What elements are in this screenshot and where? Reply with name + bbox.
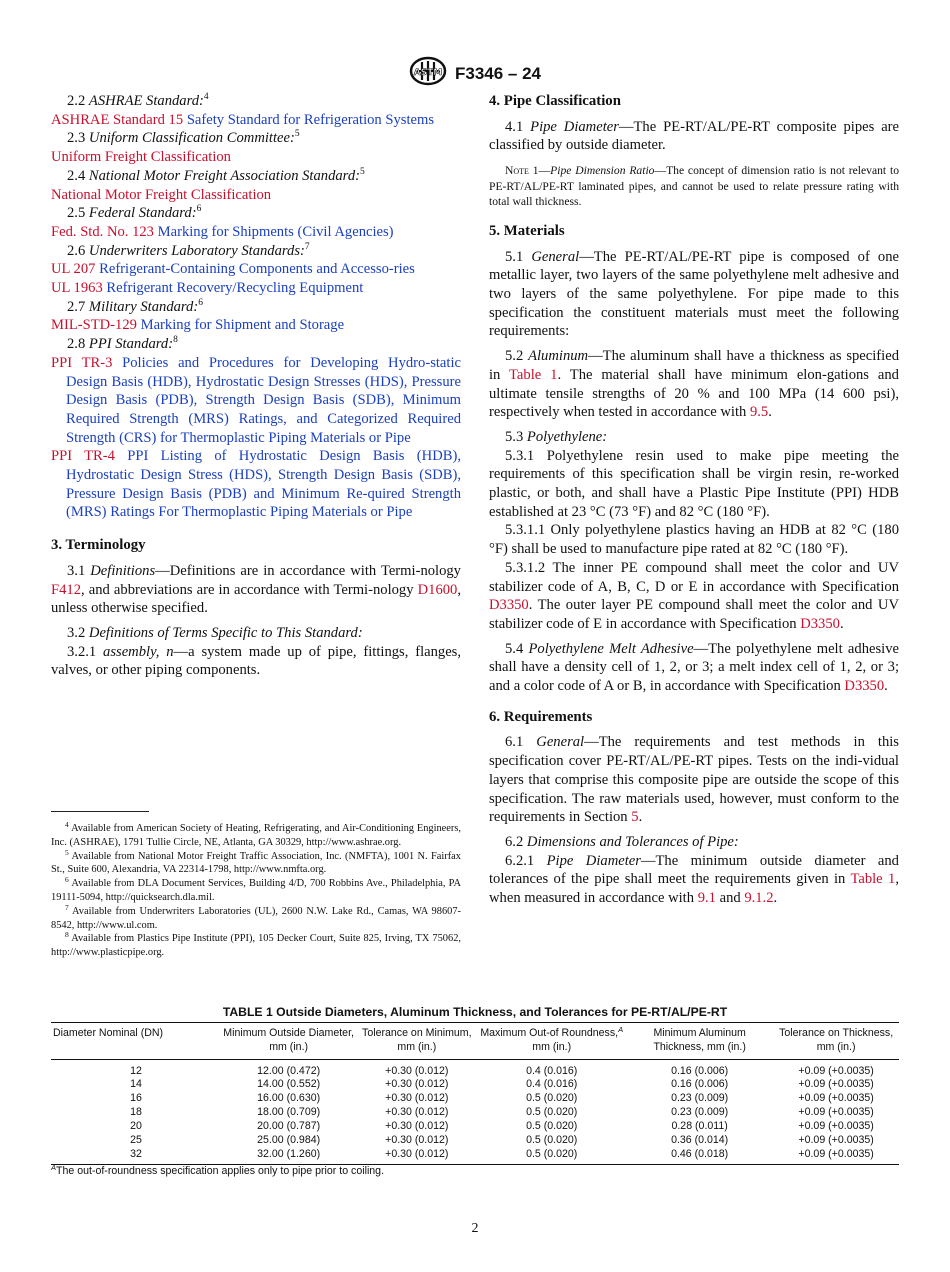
table-cell: 16.00 (0.630) — [257, 1092, 321, 1105]
footnote-6: $^6$ Available from DLA Document Services, Building 4/D, 700 Robbins Ave., Philadelphia, PA 19111-5094, http://quicksearch.dla.mil. — [51, 875, 461, 903]
ref-tr4-code[interactable]: PPI TR-4 — [51, 448, 115, 465]
ref-ul-207 — [51, 260, 461, 279]
table-cell: 0.16 (0.006) — [671, 1078, 729, 1091]
svg-text:ASTM: ASTM — [413, 68, 443, 78]
section-6-1: 6.1 General—The requirements and test methods in this specification cover PE-RT/AL/PE-RT pipes. Tests on the indi-vidual layers that comprise this composite pipe are outside the scope of this specification. The raw materials used, however, must conform to the requirements in Section 5. — [489, 734, 899, 826]
ref-nmfc-link[interactable]: National Motor Freight Classification — [51, 186, 272, 203]
ref-9-1-2[interactable]: 9.1.2 — [744, 890, 774, 907]
table-cell: 25.00 (0.984) — [257, 1134, 321, 1147]
section-5-3-1-1: 5.3.1.1 Only polyethylene plastics having an HDB at 82 °C (180 °F) shall be used to manufacture pipe rated at 82 °C (180 °F). — [489, 522, 899, 558]
table-header-tol-min: Tolerance on Minimum, mm (in.) — [356, 1023, 477, 1060]
ref-9-1[interactable]: 9.1 — [697, 890, 716, 907]
section-3-2: 3.2 Definitions of Terms Specific to This Standard: — [67, 624, 363, 641]
table-cell: +0.30 (0.012) — [385, 1120, 449, 1133]
table-cell: 0.5 (0.020) — [526, 1092, 578, 1105]
table-cell: 12.00 (0.472) — [257, 1064, 321, 1077]
table-body — [51, 1059, 899, 1165]
ref-fed-std-123 — [51, 223, 461, 242]
table-cell: 0.46 (0.018) — [626, 1148, 773, 1164]
ref-tr3-title[interactable]: Policies and Procedures for Developing Hydro-static Design Basis (HDB), Hydrostatic Design Stresses (HDS), Pressure Design Basis (PDB), Strength Design Basis (SDB), Minimum Required Strength (MRS) Ratings, and Categorized Required Strength (CRS) for Thermoplastic Piping Materials or Pipe — [66, 354, 461, 446]
page-header — [0, 56, 950, 91]
table-cell: 18.00 (0.709) — [257, 1106, 321, 1119]
table-cell: +0.30 (0.012) — [385, 1064, 449, 1077]
table-cell: 0.36 (0.014) — [671, 1134, 729, 1147]
section-3-2-1: 3.2.1 assembly, n—a system made up of pipe, fittings, flanges, valves, or other piping components. — [51, 643, 461, 679]
table-1-footnote: $^A$The out-of-roundness specification applies only to pipe prior to coiling. — [51, 1163, 385, 1177]
ref-d1600[interactable]: D1600 — [417, 581, 458, 598]
ref-mil-title[interactable]: Marking for Shipment and Storage — [140, 317, 345, 334]
footnote-4: $^4$ Available from American Society of Heating, Refrigerating, and Air-Conditioning Engineers, Inc. (ASHRAE), 1791 Tullie Circle, NE, Atlanta, GA 30329, http://www.ashrae.org. — [51, 820, 461, 848]
table-row — [51, 1092, 899, 1106]
ref-ul-1963 — [51, 279, 461, 298]
table-cell: 32.00 (1.260) — [221, 1148, 356, 1164]
section-2-8: 2.8 PPI Standard:$^8$ — [67, 335, 178, 353]
section-4-1: 4.1 Pipe Diameter—The PE-RT/AL/PE-RT composite pipes are classified by outside diameter. — [489, 118, 900, 154]
section-5-heading: 5. Materials — [489, 222, 565, 239]
section-3-1: 3.1 Definitions—Definitions are in accordance with Termi-nology F412, and abbreviations are in accordance with Termi-nology D1600, unless otherwise specified. — [51, 562, 461, 617]
table-cell: +0.30 (0.012) — [356, 1148, 477, 1164]
table-row — [51, 1134, 899, 1148]
section-5-4: 5.4 Polyethylene Melt Adhesive—The polyethylene melt adhesive shall have a density cell of 1, 2, or 3; a melt index cell of 1, 2, or 3; and a color code of A or B, in accordance with Specification D3350. — [489, 640, 899, 695]
footnote-divider — [51, 811, 149, 812]
table-cell: +0.30 (0.012) — [385, 1078, 449, 1091]
section-2-5: 2.5 Federal Standard:$^6$ — [67, 204, 202, 222]
ref-mil-std-129 — [51, 316, 461, 335]
footnote-7: $^7$ Available from Underwriters Laboratories (UL), 2600 N.W. Lake Rd., Camas, WA 98607-8542, http://www.ul.com. — [51, 902, 461, 931]
table-row — [51, 1078, 899, 1092]
table-row — [51, 1120, 899, 1134]
table-header-out-of-round: Maximum Out-of Roundness,$^A$ mm (in.) — [477, 1023, 626, 1060]
astm-logo-icon — [409, 56, 447, 91]
table-header-min-al: Minimum Aluminum Thickness, mm (in.) — [626, 1023, 773, 1060]
section-6-2-1: 6.2.1 Pipe Diameter—The minimum outside diameter and tolerances of the pipe shall meet the requirements given in Table 1, when measured in accordance with 9.1 and 9.1.2. — [489, 852, 899, 907]
ref-f412[interactable]: F412 — [51, 581, 82, 598]
table-cell: 0.5 (0.020) — [526, 1134, 578, 1147]
table-cell: 18 — [130, 1106, 142, 1119]
standard-designation: F3346 – 24 — [454, 63, 541, 83]
table-cell: 0.4 (0.016) — [526, 1064, 578, 1077]
ref-d3350-a[interactable]: D3350 — [489, 597, 529, 614]
table-header-row — [51, 1023, 899, 1060]
table-row — [51, 1059, 899, 1078]
ref-ufc — [51, 148, 461, 167]
section-4-heading: 4. Pipe Classification — [489, 93, 621, 109]
ref-nmfc — [51, 186, 461, 205]
table-cell: 0.28 (0.011) — [671, 1120, 728, 1133]
table-cell: +0.09 (+0.0035) — [773, 1148, 899, 1164]
ref-ufc-link[interactable]: Uniform Freight Classification — [51, 149, 231, 166]
footnote-5: $^5$ Available from National Motor Freight Traffic Association, Inc. (NMFTA), 1001 N. Fairfax St., Suite 600, Alexandria, VA 22314-1798, http://www.nmfta.org. — [51, 847, 461, 876]
table-cell: 25 — [130, 1134, 142, 1147]
ref-section-5[interactable]: 5 — [631, 809, 639, 826]
table-1-title: TABLE 1 Outside Diameters, Aluminum Thickness, and Tolerances for PE-RT/AL/PE-RT — [222, 1005, 728, 1019]
table-cell: +0.30 (0.012) — [385, 1092, 449, 1105]
ref-ul1963-code[interactable]: UL 1963 — [51, 280, 103, 297]
section-2-2: 2.2 ASHRAE Standard:$^4$ — [67, 92, 209, 109]
table-cell: +0.09 (+0.0035) — [798, 1092, 874, 1105]
ref-ashrae-15-title[interactable]: Safety Standard for Refrigeration Systems — [186, 111, 435, 128]
footnote-8: $^8$ Available from Plastics Pipe Institute (PPI), 105 Decker Court, Suite 825, Irving, TX 75062, http://www.plasticpipe.org. — [51, 930, 461, 959]
table-header-tol-thk: Tolerance on Thickness, mm (in.) — [773, 1023, 899, 1060]
note-1: Note 1—Pipe Dimension Ratio—The concept of dimension ratio is not relevant to PE-RT/AL/PE-RT laminated pipes, and cannot be used to relate pressure rating with total wall thickness. — [489, 164, 900, 209]
section-2-7: 2.7 Military Standard:$^6$ — [67, 297, 203, 315]
section-6-heading: 6. Requirements — [489, 708, 593, 725]
section-5-2: 5.2 Aluminum—The aluminum shall have a thickness as specified in Table 1. The material shall have minimum elon-gations and ultimate tensile strengths of 20 % and 100 MPa (14 600 psi), respectively when tested in accordance with 9.5. — [489, 348, 899, 421]
section-2-6: 2.6 Underwriters Laboratory Standards:$^7$ — [67, 241, 310, 259]
section-5-3-1-2: 5.3.1.2 The inner PE compound shall meet the color and UV stabilizer code of A, B, C, D or E in accordance with Specification D3350. The outer layer PE compound shall meet the color and UV stabilizer code of E in accordance with Specification D3350. — [489, 559, 899, 632]
table-cell: 20 — [130, 1120, 142, 1133]
ref-tr3-code[interactable]: PPI TR-3 — [51, 354, 113, 371]
section-5-3: 5.3 Polyethylene: — [505, 428, 608, 445]
table-cell: 0.5 (0.020) — [526, 1120, 578, 1133]
ref-9-5[interactable]: 9.5 — [749, 404, 769, 421]
table-cell: 0.16 (0.006) — [671, 1064, 729, 1077]
left-column — [51, 92, 461, 680]
table-cell: 14 — [130, 1078, 142, 1091]
section-5-3-1: 5.3.1 Polyethylene resin used to make pipe meeting the requirements of this specification shall be virgin resin, re-worked plastic, or both, and shall have a Plastic Pipe Institute (PPI) HDB established at 23 °C (73 °F) and 82 °C (180 °F). — [489, 447, 899, 520]
table-cell: 20.00 (0.787) — [257, 1120, 321, 1133]
page-number: 2 — [471, 1221, 479, 1236]
section-3-heading: 3. Terminology — [51, 537, 146, 554]
table-cell: +0.09 (+0.0035) — [798, 1078, 874, 1091]
table-row — [51, 1148, 899, 1164]
table-header-dn: Diameter Nominal (DN) — [51, 1023, 221, 1060]
table-cell: 16 — [130, 1092, 142, 1105]
table-cell: +0.30 (0.012) — [385, 1106, 449, 1119]
table-1 — [51, 1022, 899, 1165]
table-cell: 14.00 (0.552) — [257, 1078, 321, 1091]
section-2-4: 2.4 National Motor Freight Association Standard:$^5$ — [67, 166, 365, 184]
table-cell: 12 — [130, 1064, 142, 1077]
ref-table-1-b[interactable]: Table 1 — [850, 871, 896, 888]
table-row — [51, 1106, 899, 1120]
table-cell: +0.09 (+0.0035) — [798, 1134, 874, 1147]
ref-ppi-tr4 — [51, 447, 461, 522]
table-cell: 0.23 (0.009) — [671, 1106, 729, 1119]
footnotes — [51, 822, 461, 960]
table-cell: 0.5 (0.020) — [477, 1148, 626, 1164]
table-cell: +0.30 (0.012) — [385, 1134, 449, 1147]
section-5-1: 5.1 General—The PE-RT/AL/PE-RT pipe is composed of one metallic layer, two layers of the same polyethylene melt adhesive and two layers of the same polyethylene. For pipe made to this specification the constituent materials must meet the following requirements: — [489, 248, 899, 340]
table-cell: +0.09 (+0.0035) — [798, 1106, 874, 1119]
ref-ashrae-15 — [51, 111, 461, 130]
ref-d3350-c[interactable]: D3350 — [844, 678, 885, 695]
right-column — [489, 92, 899, 908]
table-header-min-od: Minimum Outside Diameter, mm (in.) — [221, 1023, 356, 1060]
section-6-2: 6.2 Dimensions and Tolerances of Pipe: — [505, 833, 739, 850]
ref-ashrae-15-code[interactable]: ASHRAE Standard 15 — [51, 111, 184, 128]
table-cell: +0.09 (+0.0035) — [798, 1120, 874, 1133]
ref-d3350-b[interactable]: D3350 — [800, 615, 840, 632]
ref-ul207-code[interactable]: UL 207 — [51, 261, 96, 278]
ref-mil-code[interactable]: MIL-STD-129 — [51, 317, 137, 334]
table-cell: 0.5 (0.020) — [526, 1106, 578, 1119]
ref-ppi-tr3 — [51, 354, 461, 448]
section-2-3: 2.3 Uniform Classification Committee:$^5$ — [67, 129, 300, 147]
table-cell: 0.4 (0.016) — [526, 1078, 578, 1091]
ref-ul1963-title[interactable]: Refrigerant Recovery/Recycling Equipment — [106, 280, 364, 297]
ref-fed-code[interactable]: Fed. Std. No. 123 — [51, 223, 154, 240]
ref-table-1[interactable]: Table 1 — [509, 366, 558, 383]
ref-fed-title[interactable]: Marking for Shipments (Civil Agencies) — [157, 223, 394, 240]
ref-tr4-title[interactable]: PPI Listing of Hydrostatic Design Basis (HDB), Hydrostatic Design Stress (HDS), Strength Design Basis (SDB), Pressure Design Basis (PDB) and Minimum Re-quired Strength (MRS) Ratings For Thermoplastic Piping Materials or Pipe — [66, 448, 461, 521]
table-cell: +0.09 (+0.0035) — [798, 1064, 874, 1077]
ref-ul207-title[interactable]: Refrigerant-Containing Components and Accesso-ries — [99, 261, 415, 278]
table-cell: 32 — [51, 1148, 221, 1164]
table-cell: 0.23 (0.009) — [671, 1092, 729, 1105]
